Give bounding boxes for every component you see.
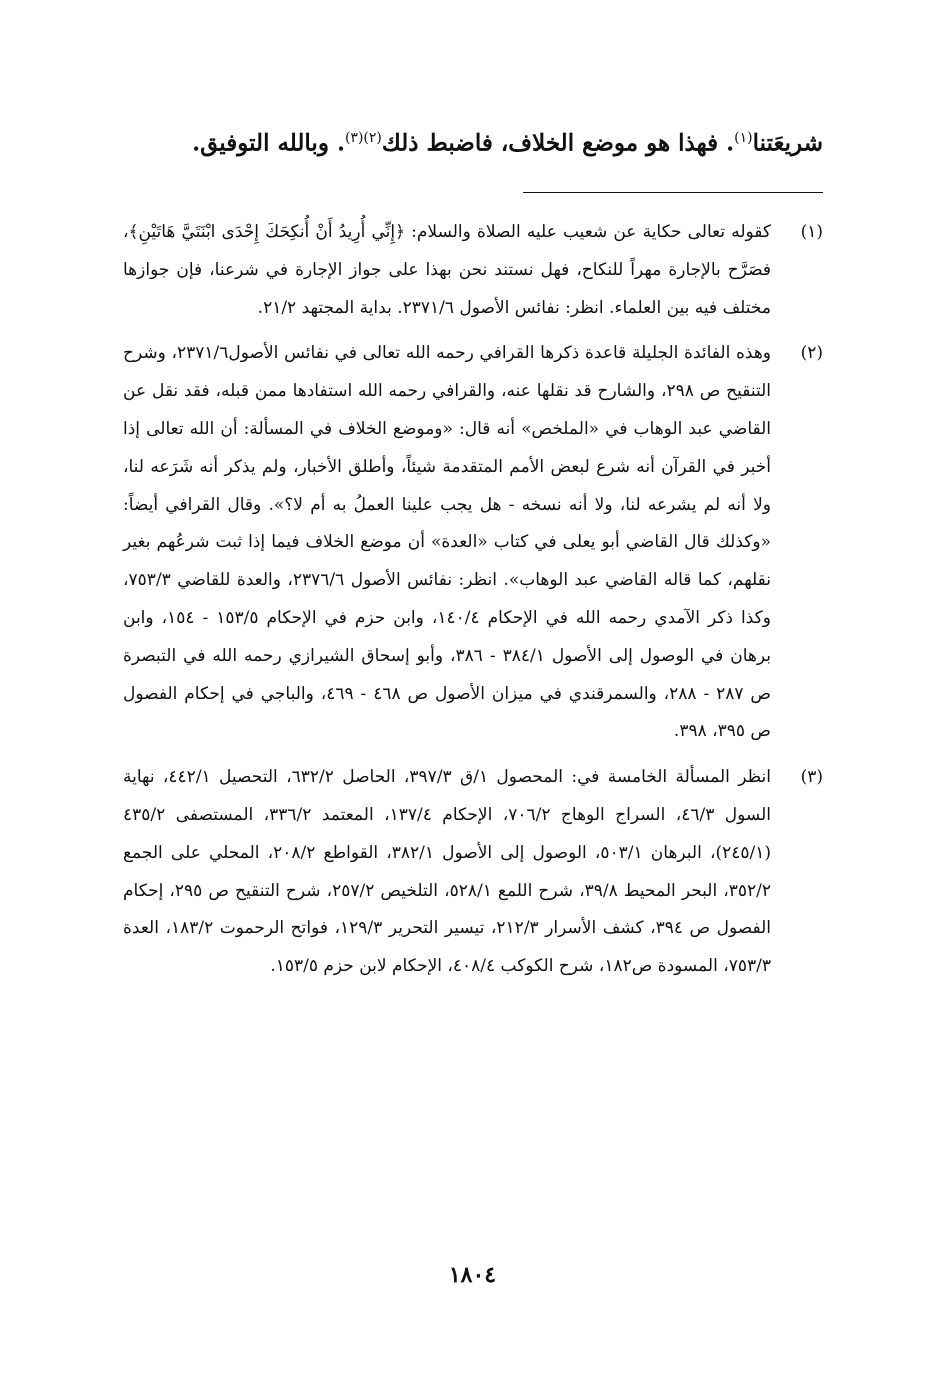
- footnote-number-1: (١): [800, 222, 823, 242]
- main-text-part-2: . فهذا هو موضع الخلاف، فاضبط ذلك: [381, 129, 735, 157]
- footnote-3: [123, 759, 823, 986]
- main-text-line: [123, 118, 823, 164]
- footnote-text-2: وهذه الفائدة الجليلة قاعدة ذكرها القرافي رحمه الله تعالى في نفائس الأصول٢٣٧١/٦، وشرح التنقيح ص ٢٩٨، والشارح قد نقلها عنه، والقرافي رحمه الله استفادها ممن قبله، فقد نقل عن القاضي عبد الوهاب في «الملخص» أنه قال: «وموضع الخلاف في المسألة: أن الله تعالى إذا أخبر في القرآن أنه شرع لبعض الأمم المتقدمة شيئاً، وأطلق الأخبار، ولم يذكر أنه شَرَعه لنا، ولا أنه لم يشرعه لنا، ولا أنه نسخه - هل يجب علينا العملُ به أم لا؟». وقال القرافي أيضاً: «وكذلك قال القاضي أبو يعلى في كتاب «العدة» أن موضع الخلاف فيما إذا ثبت شرعُهم بغير نقلهم، كما قاله القاضي عبد الوهاب». انظر: نفائس الأصول ٢٣٧٦/٦، والعدة للقاضي ٧٥٣/٣، وكذا ذكر الآمدي رحمه الله في الإحكام ١٤٠/٤، وابن حزم في الإحكام ١٥٣/٥ - ١٥٤، وابن برهان في الوصول إلى الأصول ٣٨٤/١ - ٣٨٦، وأبو إسحاق الشيرازي رحمه الله في التبصرة ص ٢٨٧ - ٢٨٨، والسمرقندي في ميزان الأصول ص ٤٦٨ - ٤٦٩، والباجي في إحكام الفصول ص ٣٩٥، ٣٩٨.: [123, 343, 772, 742]
- footnote-ref-1: (١): [734, 130, 753, 146]
- main-text-part-1: شريعَتنا: [752, 129, 823, 157]
- footnote-number-3: (٣): [800, 767, 823, 788]
- page-number: ١٨٠٤: [448, 1262, 497, 1288]
- footnotes-section: [123, 214, 823, 994]
- footnote-text-1: كقوله تعالى حكاية عن شعيب عليه الصلاة والسلام: ﴿إِنِّي أُرِيدُ أَنْ أُنكِحَكَ إِحْدَى ابْنَتَيَّ هَاتَيْنِ﴾، فصَرَّح بالإجارة مهراً للنكاح، فهل نستند نحن بهذا على جواز الإجارة في شرعنا، فإن جوازها مختلف فيه بين العلماء. انظر: نفائس الأصول ٢٣٧١/٦. بداية المجتهد ٢١/٢.: [123, 222, 771, 318]
- footnote-1: [123, 214, 823, 327]
- main-text-part-3: . وبالله التوفيق.: [192, 129, 345, 157]
- footnote-2: [123, 335, 823, 751]
- footnote-number-2: (٢): [800, 343, 823, 364]
- footnote-ref-2: (٢): [363, 130, 382, 146]
- footnote-separator: [523, 192, 823, 193]
- footnote-text-3: انظر المسألة الخامسة في: المحصول ١/ق ٣٩٧/٣، الحاصل ٦٣٢/٢، التحصيل ٤٤٢/١، نهاية السول ٤٦/٣، السراج الوهاج ٧٠٦/٢، الإحكام ١٣٧/٤، المعتمد ٣٣٦/٢، المستصفى ٤٣٥/٢ (٢٤٥/١)، البرهان ٥٠٣/١، الوصول إلى الأصول ٣٨٢/١، القواطع ٢٠٨/٢، المحلي على الجمع ٣٥٢/٢، البحر المحيط ٣٩/٨، شرح اللمع ٥٢٨/١، التلخيص ٢٥٧/٢، شرح التنقيح ص ٢٩٥، إحكام الفصول ص ٣٩٤، كشف الأسرار ٢١٢/٣، تيسير التحرير ١٢٩/٣، فواتح الرحموت ١٨٣/٢، العدة ٧٥٣/٣، المسودة ص١٨٢، شرح الكوكب ٤٠٨/٤، الإحكام لابن حزم ١٥٣/٥.: [123, 767, 772, 977]
- footnote-ref-3: (٣): [344, 130, 364, 146]
